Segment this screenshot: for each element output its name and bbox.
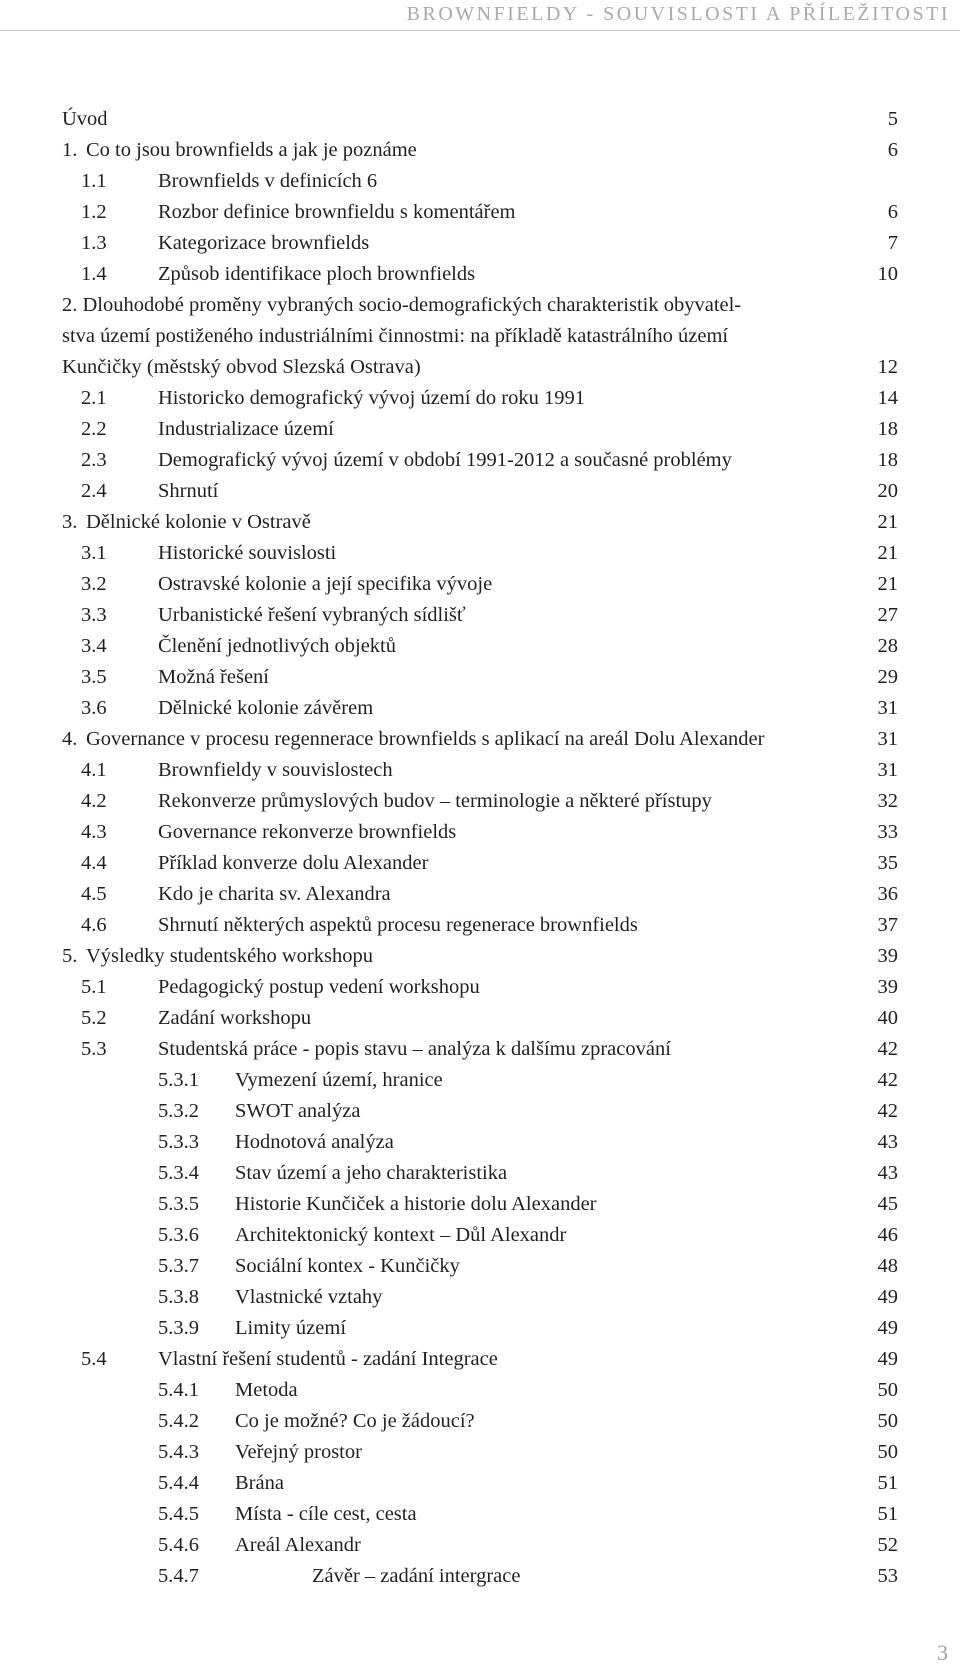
toc-entry-intro[interactable] — [62, 104, 898, 135]
toc-title: Kdo je charita sv. Alexandra — [158, 883, 391, 905]
toc-number: 4.5 — [81, 883, 107, 905]
table-of-contents — [62, 104, 898, 1592]
toc-title: Co to jsou brownfields a jak je poznáme — [86, 139, 417, 161]
toc-number: 5. — [62, 945, 78, 967]
toc-title: Možná řešení — [158, 666, 269, 688]
toc-number: 5.3.9 — [158, 1317, 199, 1339]
toc-title: Způsob identifikace ploch brownfields — [158, 263, 476, 285]
toc-title: Úvod — [62, 108, 108, 130]
toc-page: 6 — [887, 201, 898, 223]
toc-entry-2-3[interactable] — [62, 445, 898, 476]
header-rule — [0, 30, 960, 31]
toc-title: Závěr – zadání intergrace — [312, 1565, 521, 1587]
toc-page: 50 — [877, 1379, 898, 1401]
toc-number: 5.4 — [81, 1348, 107, 1370]
toc-page: 52 — [877, 1534, 898, 1556]
toc-page: 37 — [877, 914, 898, 936]
toc-number: 3. — [62, 511, 78, 533]
toc-number: 3.4 — [81, 635, 107, 657]
toc-entry-5-3-9[interactable] — [62, 1313, 898, 1344]
toc-number: 5.4.7 — [158, 1565, 199, 1587]
toc-title-line-2: stva území postiženého industriálními činnostmi: na příkladě katastrálního území — [62, 325, 729, 347]
toc-page: 18 — [877, 449, 898, 471]
toc-number: 2.1 — [81, 387, 107, 409]
toc-entry-2[interactable] — [62, 290, 898, 383]
toc-title: Brownfieldy v souvislostech — [158, 759, 393, 781]
toc-page: 53 — [877, 1565, 898, 1587]
toc-entry-3-5[interactable] — [62, 662, 898, 693]
toc-page: 21 — [877, 542, 898, 564]
toc-title: Příklad konverze dolu Alexander — [158, 852, 429, 874]
toc-number: 3.6 — [81, 697, 107, 719]
toc-page: 35 — [877, 852, 898, 874]
toc-title: Místa - cíle cest, cesta — [235, 1503, 417, 1525]
toc-page: 10 — [877, 263, 898, 285]
toc-entry-4-5[interactable] — [62, 879, 898, 910]
toc-number: 5.1 — [81, 976, 107, 998]
toc-page: 45 — [877, 1193, 898, 1215]
toc-number: 3.1 — [81, 542, 107, 564]
toc-page: 18 — [877, 418, 898, 440]
toc-number: 2.2 — [81, 418, 107, 440]
toc-title: Areál Alexandr — [235, 1534, 361, 1556]
toc-title: SWOT analýza — [235, 1100, 361, 1122]
toc-title: Dělnické kolonie v Ostravě — [86, 511, 311, 533]
toc-page: 39 — [877, 976, 898, 998]
toc-entry-3[interactable] — [62, 507, 898, 538]
toc-page: 50 — [877, 1410, 898, 1432]
toc-entry-5-4-5[interactable] — [62, 1499, 898, 1530]
toc-title: Veřejný prostor — [235, 1441, 362, 1463]
toc-title: Historicko demografický vývoj území do roku 1991 — [158, 387, 585, 409]
toc-entry-4[interactable] — [62, 724, 898, 755]
toc-number: 4.6 — [81, 914, 107, 936]
toc-entry-4-3[interactable] — [62, 817, 898, 848]
running-header: BROWNFIELDY - SOUVISLOSTI A PŘÍLEŽITOSTI — [406, 3, 950, 25]
toc-page: 6 — [887, 139, 898, 161]
toc-entry-5-1[interactable] — [62, 972, 898, 1003]
toc-entry-4-2[interactable] — [62, 786, 898, 817]
toc-page: 51 — [877, 1472, 898, 1494]
toc-entry-5-4-7[interactable] — [62, 1561, 898, 1592]
toc-entry-2-4[interactable] — [62, 476, 898, 507]
toc-title: Zadání workshopu — [158, 1007, 312, 1029]
toc-number: 5.3 — [81, 1038, 107, 1060]
toc-page: 27 — [877, 604, 898, 626]
toc-number: 5.3.5 — [158, 1193, 199, 1215]
toc-page: 40 — [877, 1007, 898, 1029]
toc-entry-2-1[interactable] — [62, 383, 898, 414]
toc-number: 5.4.6 — [158, 1534, 199, 1556]
toc-title: Brána — [235, 1472, 284, 1494]
toc-page: 31 — [877, 759, 898, 781]
toc-page: 50 — [877, 1441, 898, 1463]
toc-entry-3-3[interactable] — [62, 600, 898, 631]
toc-title: Historické souvislosti — [158, 542, 337, 564]
toc-entry-5-4-3[interactable] — [62, 1437, 898, 1468]
toc-number: 5.3.7 — [158, 1255, 199, 1277]
toc-page: 31 — [877, 728, 898, 750]
toc-entry-5-3-6[interactable] — [62, 1220, 898, 1251]
toc-title: Urbanistické řešení vybraných sídlišť — [158, 604, 466, 626]
toc-entry-5-4-6[interactable] — [62, 1530, 898, 1561]
toc-number: 4.4 — [81, 852, 107, 874]
toc-number: 5.2 — [81, 1007, 107, 1029]
toc-title: Vymezení území, hranice — [235, 1069, 443, 1091]
toc-page: 48 — [877, 1255, 898, 1277]
toc-entry-1-4[interactable] — [62, 259, 898, 290]
toc-number: 5.3.8 — [158, 1286, 199, 1308]
toc-title: Ostravské kolonie a její specifika vývoje — [158, 573, 493, 595]
toc-number: 5.3.2 — [158, 1100, 199, 1122]
toc-entry-5-3-8[interactable] — [62, 1282, 898, 1313]
toc-page: 43 — [877, 1162, 898, 1184]
toc-number: 1. — [62, 139, 78, 161]
toc-number: 5.3.4 — [158, 1162, 199, 1184]
toc-title-line-1: 2. Dlouhodobé proměny vybraných socio-demografických charakteristik obyvatel- — [62, 294, 742, 316]
toc-title: Brownfields v definicích 6 — [158, 170, 378, 192]
toc-entry-4-1[interactable] — [62, 755, 898, 786]
toc-title: Industrializace území — [158, 418, 334, 440]
toc-title: Sociální kontex - Kunčičky — [235, 1255, 460, 1277]
toc-page: 28 — [877, 635, 898, 657]
toc-title: Rozbor definice brownfieldu s komentářem — [158, 201, 516, 223]
toc-title: Výsledky studentského workshopu — [86, 945, 373, 967]
toc-page: 51 — [877, 1503, 898, 1525]
toc-page: 31 — [877, 697, 898, 719]
toc-entry-1[interactable] — [62, 135, 898, 166]
toc-entry-3-1[interactable] — [62, 538, 898, 569]
toc-page: 42 — [877, 1038, 898, 1060]
toc-title: Pedagogický postup vedení workshopu — [158, 976, 480, 998]
toc-entry-1-1[interactable] — [62, 166, 898, 197]
toc-title: Studentská práce - popis stavu – analýza k dalšímu zpracování — [158, 1038, 671, 1060]
toc-title: Co je možné? Co je žádoucí? — [235, 1410, 475, 1432]
toc-number: 5.4.3 — [158, 1441, 199, 1463]
toc-entry-3-4[interactable] — [62, 631, 898, 662]
toc-page: 29 — [877, 666, 898, 688]
toc-page: 49 — [877, 1317, 898, 1339]
toc-number: 4.1 — [81, 759, 107, 781]
toc-title: Historie Kunčiček a historie dolu Alexander — [235, 1193, 597, 1215]
toc-entry-1-3[interactable] — [62, 228, 898, 259]
toc-title: Rekonverze průmyslových budov – terminologie a některé přístupy — [158, 790, 712, 812]
toc-title: Stav území a jeho charakteristika — [235, 1162, 508, 1184]
toc-page: 12 — [877, 356, 898, 378]
toc-entry-5-3-4[interactable] — [62, 1158, 898, 1189]
toc-entry-5-3-3[interactable] — [62, 1127, 898, 1158]
toc-number: 5.4.2 — [158, 1410, 199, 1432]
toc-title: Shrnutí — [158, 480, 219, 502]
toc-number: 2.4 — [81, 480, 107, 502]
toc-title: Shrnutí některých aspektů procesu regenerace brownfields — [158, 914, 638, 936]
toc-number: 5.3.3 — [158, 1131, 199, 1153]
toc-title-line-3: Kunčičky (městský obvod Slezská Ostrava) — [62, 356, 421, 378]
toc-title: Hodnotová analýza — [235, 1131, 394, 1153]
toc-number: 4.3 — [81, 821, 107, 843]
toc-entry-5-4-1[interactable] — [62, 1375, 898, 1406]
toc-title: Governance v procesu regennerace brownfields s aplikací na areál Dolu Alexander — [86, 728, 765, 750]
toc-page: 42 — [877, 1100, 898, 1122]
toc-page: 21 — [877, 511, 898, 533]
toc-entry-2-2[interactable] — [62, 414, 898, 445]
toc-title: Dělnické kolonie závěrem — [158, 697, 374, 719]
toc-page: 43 — [877, 1131, 898, 1153]
toc-entry-3-6[interactable] — [62, 693, 898, 724]
toc-number: 4.2 — [81, 790, 107, 812]
toc-number: 3.2 — [81, 573, 107, 595]
toc-number: 5.4.1 — [158, 1379, 199, 1401]
toc-entry-4-4[interactable] — [62, 848, 898, 879]
toc-entry-5-3[interactable] — [62, 1034, 898, 1065]
toc-page: 36 — [877, 883, 898, 905]
toc-title: Kategorizace brownfields — [158, 232, 370, 254]
toc-entry-5-3-1[interactable] — [62, 1065, 898, 1096]
toc-number: 1.1 — [81, 170, 107, 192]
toc-title: Členění jednotlivých objektů — [158, 635, 396, 657]
toc-number: 3.3 — [81, 604, 107, 626]
toc-entry-5-4-2[interactable] — [62, 1406, 898, 1437]
toc-entry-5-3-5[interactable] — [62, 1189, 898, 1220]
toc-title: Governance rekonverze brownfields — [158, 821, 457, 843]
toc-number: 2.3 — [81, 449, 107, 471]
toc-page: 33 — [877, 821, 898, 843]
toc-page: 42 — [877, 1069, 898, 1091]
toc-number: 5.3.1 — [158, 1069, 199, 1091]
toc-number: 4. — [62, 728, 78, 750]
toc-number: 5.4.5 — [158, 1503, 199, 1525]
toc-entry-5-4-4[interactable] — [62, 1468, 898, 1499]
toc-number: 1.3 — [81, 232, 107, 254]
toc-page: 49 — [877, 1348, 898, 1370]
toc-page: 46 — [877, 1224, 898, 1246]
toc-page: 21 — [877, 573, 898, 595]
toc-number: 3.5 — [81, 666, 107, 688]
toc-number: 5.3.6 — [158, 1224, 199, 1246]
toc-page: 49 — [877, 1286, 898, 1308]
toc-title: Vlastní řešení studentů - zadání Integrace — [158, 1348, 498, 1370]
toc-entry-5-3-2[interactable] — [62, 1096, 898, 1127]
toc-entry-5-4[interactable] — [62, 1344, 898, 1375]
toc-page: 14 — [877, 387, 898, 409]
toc-title: Demografický vývoj území v období 1991-2012 a současné problémy — [158, 449, 732, 471]
toc-number: 1.2 — [81, 201, 107, 223]
toc-page: 39 — [877, 945, 898, 967]
toc-title: Architektonický kontext – Důl Alexandr — [235, 1224, 567, 1246]
toc-title: Metoda — [235, 1379, 298, 1401]
toc-entry-5[interactable] — [62, 941, 898, 972]
toc-number: 1.4 — [81, 263, 107, 285]
toc-entry-4-6[interactable] — [62, 910, 898, 941]
toc-page: 20 — [877, 480, 898, 502]
toc-page: 7 — [887, 232, 898, 254]
toc-number: 5.4.4 — [158, 1472, 199, 1494]
toc-title: Vlastnické vztahy — [235, 1286, 383, 1308]
toc-entry-5-3-7[interactable] — [62, 1251, 898, 1282]
toc-entry-5-2[interactable] — [62, 1003, 898, 1034]
toc-title: Limity území — [235, 1317, 347, 1339]
page-number: 3 — [937, 1640, 948, 1665]
toc-entry-1-2[interactable] — [62, 197, 898, 228]
toc-page: 32 — [877, 790, 898, 812]
toc-entry-3-2[interactable] — [62, 569, 898, 600]
toc-page: 5 — [887, 108, 898, 130]
